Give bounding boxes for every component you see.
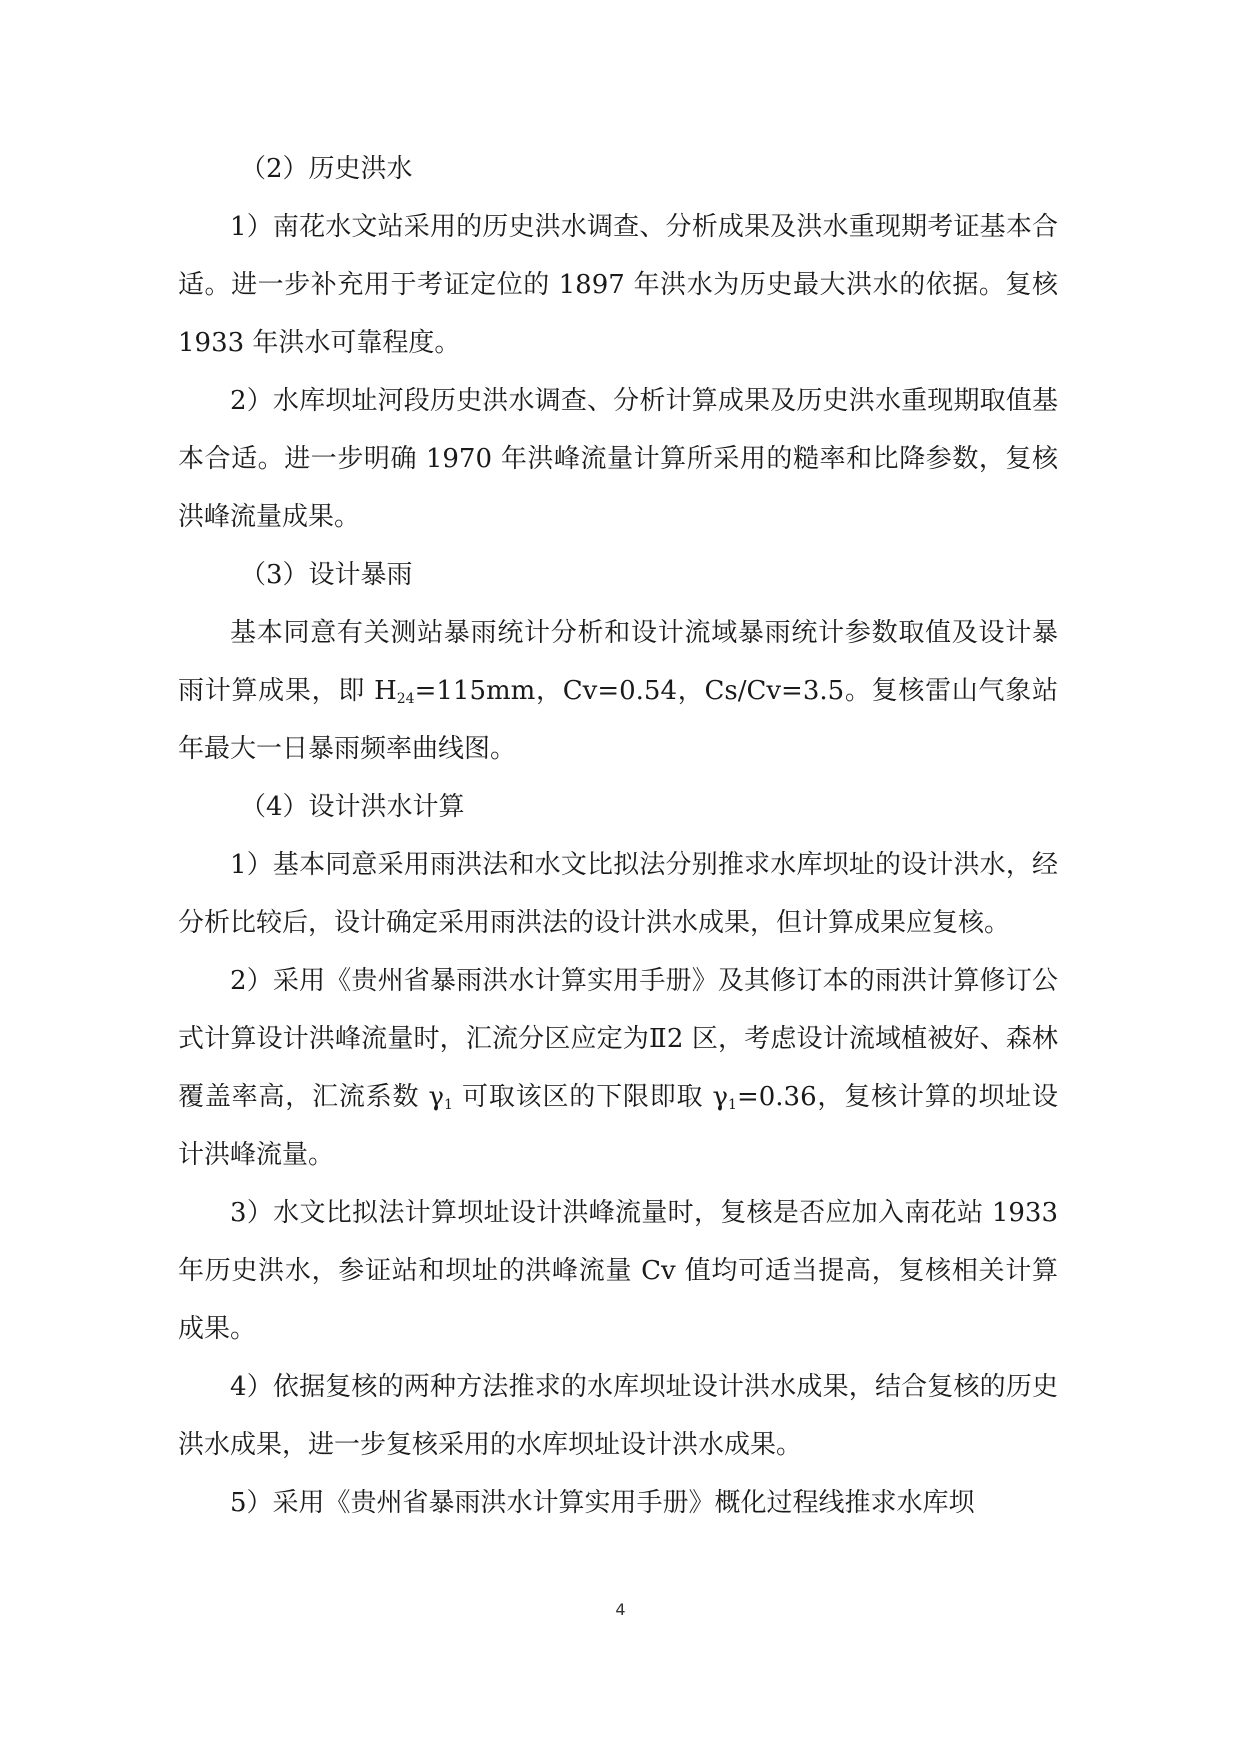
subscript: 1 bbox=[728, 1097, 737, 1113]
text-run: 2）采用《贵州省暴雨洪水计算实用手册》及其修订本的雨洪计算修订公式计算设计洪峰流量时，汇流分区应定为Ⅱ2 区，考虑设计流域植被好、森林覆盖率高，汇流系数 γ bbox=[178, 966, 1058, 1112]
text-run: 可取该区的下限即取 γ bbox=[452, 1082, 729, 1112]
text-run: =0.36，复核计算的坝址设计洪峰流量。 bbox=[178, 1082, 1058, 1170]
subscript: 24 bbox=[396, 691, 415, 707]
paragraph-runoff-coefficient bbox=[178, 952, 1058, 1184]
paragraph: 2）水库坝址河段历史洪水调查、分析计算成果及历史洪水重现期取值基本合适。进一步明确 1970 年洪峰流量计算所采用的糙率和比降参数，复核洪峰流量成果。 bbox=[178, 386, 1058, 532]
section-heading-design-rainstorm: （3）设计暴雨 bbox=[240, 560, 413, 590]
paragraph: 3）水文比拟法计算坝址设计洪峰流量时，复核是否应加入南花站 1933 年历史洪水，参证站和坝址的洪峰流量 Cv 值均可适当提高，复核相关计算成果。 bbox=[178, 1198, 1058, 1344]
text-run: 基本同意有关测站暴雨统计分析和设计流域暴雨统计参数取值及设计暴雨计算成果，即 H bbox=[178, 618, 1058, 706]
page-number: 4 bbox=[615, 1600, 626, 1619]
paragraph: 1）基本同意采用雨洪法和水文比拟法分别推求水库坝址的设计洪水，经分析比较后，设计确定采用雨洪法的设计洪水成果，但计算成果应复核。 bbox=[178, 850, 1058, 938]
section-heading-design-flood: （4）设计洪水计算 bbox=[240, 792, 465, 822]
document-body bbox=[178, 140, 1058, 1532]
subscript: 1 bbox=[444, 1097, 453, 1113]
paragraph-design-rainstorm bbox=[178, 604, 1058, 778]
paragraph: 5）采用《贵州省暴雨洪水计算实用手册》概化过程线推求水库坝 bbox=[230, 1488, 975, 1518]
paragraph: 1）南花水文站采用的历史洪水调查、分析成果及洪水重现期考证基本合适。进一步补充用于考证定位的 1897 年洪水为历史最大洪水的依据。复核 1933 年洪水可靠程度。 bbox=[178, 212, 1058, 358]
text-run: =115mm，Cv=0.54，Cs/Cv=3.5。复核雷山气象站年最大一日暴雨频率曲线图。 bbox=[178, 676, 1058, 764]
section-heading-historical-flood: （2）历史洪水 bbox=[240, 154, 413, 184]
paragraph: 4）依据复核的两种方法推求的水库坝址设计洪水成果，结合复核的历史洪水成果，进一步复核采用的水库坝址设计洪水成果。 bbox=[178, 1372, 1058, 1460]
